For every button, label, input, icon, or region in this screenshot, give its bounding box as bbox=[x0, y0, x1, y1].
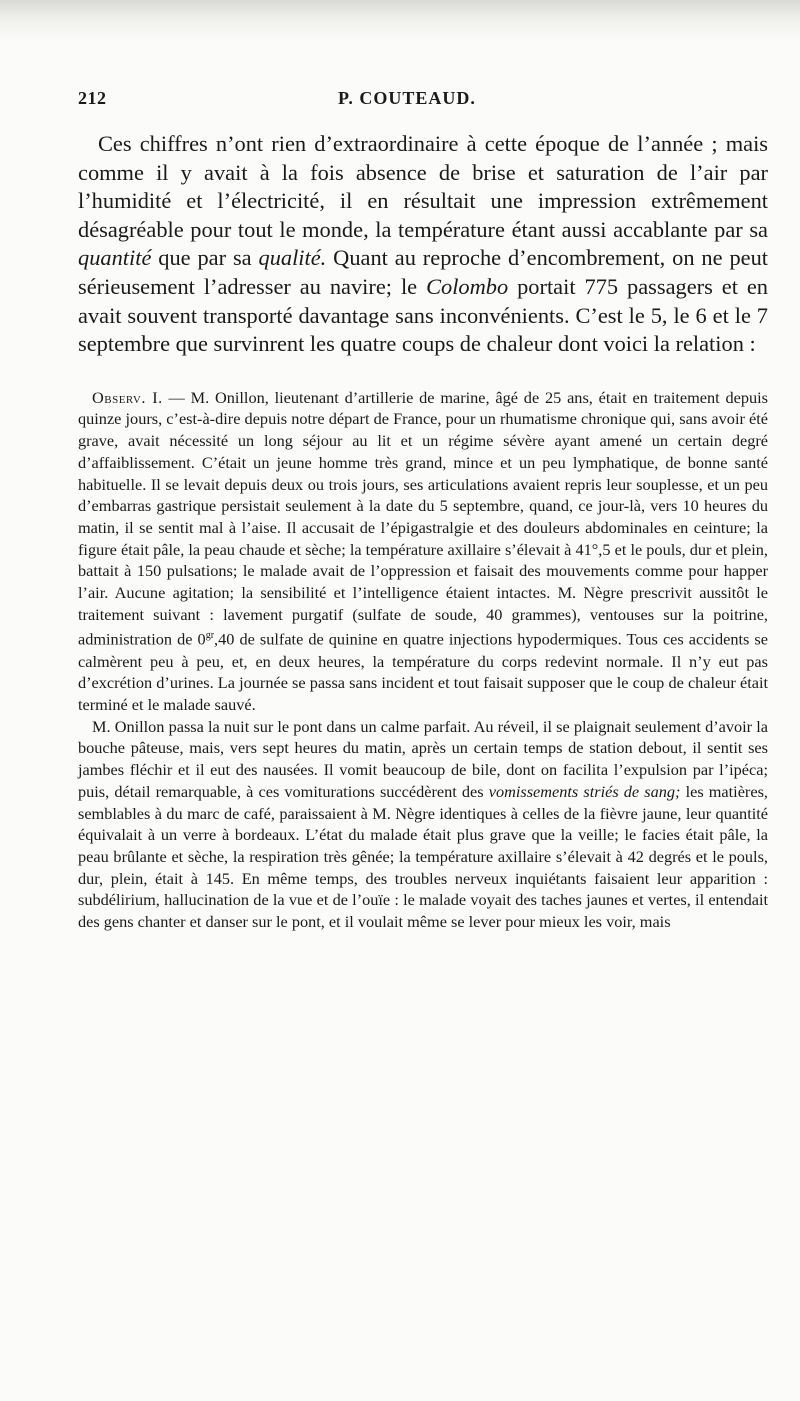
page-number: 212 bbox=[78, 88, 107, 108]
second-text-2: les matières, semblables à du marc de café, paraissaient à M. Nègre identiques à celles de la fièvre jaune, leur quantité équivalait à un verre à bordeaux. L’état du malade était plus grave que la veille; le facies était pâle, la peau brûlante et sèche, la respiration très gênée; la température axillaire s’élevait à 42 degrés et le pouls, dur, plein, était à 145. En même temps, des troubles nerveux inquiétants faisaient leur apparition : subdélirium, hallucination de la vue et de l’ouïe : le malade voyait des taches jaunes et vertes, il entendait des gens chanter et danser sur le pont, et il voulait même se lever pour mieux les voir, mais bbox=[78, 781, 768, 932]
observation-superscript-gr: gr bbox=[205, 630, 215, 642]
lead-italic-colombo: Colombo bbox=[426, 273, 509, 299]
lead-italic-quantite: quantité bbox=[78, 245, 152, 271]
observation-text: — M. Onillon, lieutenant d’artillerie de marine, âgé de 25 ans, était en traitement depuis quinze jours, c’est-à-dire depuis notre départ de France, pour un rhumatisme chronique qui, sans avoir été grave, avait nécessité un long séjour au lit et un régime sévère ayant amené un certain degré d’affaiblissement. C’était un jeune homme très grand, mince et un peu lymphatique, de bonne santé habituelle. Il se levait depuis deux ou trois jours, ses articulations avaient repris leur souplesse, et un peu d’embarras gastrique persistait seulement à la date du 5 septembre, quand, ce jour-là, vers 10 heures du matin, il se sentit mal à l’aise. Il accusait de l’épigastralgie et des douleurs abdominales en ceinture; la figure était pâle, la peau chaude et sèche; la température axillaire s’élevait à 41°,5 et le pouls, dur et plein, battait à 150 pulsations; le malade avait de l’oppression et faisait des mouvements comme pour happer l’air. Aucune agitation; la sensibilité et l’intelligence étaient intactes. M. Nègre prescrivit aussitôt le traitement suivant : lavement purgatif (sulfate de soude, 40 grammes), ventouses sur la poitrine, administration de 0 bbox=[78, 387, 769, 649]
lead-text-3: Quant au reproche d’encombrement, on ne peut sérieusement l’adresser au navire; le bbox=[78, 245, 768, 299]
book-page bbox=[78, 88, 768, 933]
running-title: P. COUTEAUD. bbox=[338, 88, 476, 108]
second-text-1: M. Onillon passa la nuit sur le pont dans un calme parfait. Au réveil, il se plaignait seulement d’avoir la bouche pâteuse, mais, vers sept heures du matin, après un certain temps de station debout, il sentit ses jambes fléchir et il eut des nausées. Il vomit beaucoup de bile, dont on facilita l’expulsion par l’ipéca; puis, détail remarquable, à ces vomiturations succédèrent des bbox=[78, 716, 768, 801]
lead-italic-qualite: qualité. bbox=[258, 245, 327, 271]
page-header bbox=[78, 88, 768, 120]
scan-edge-shadow bbox=[0, 0, 800, 40]
observation-1-paragraph bbox=[78, 387, 768, 716]
second-paragraph bbox=[78, 716, 768, 933]
lead-text-2: que par sa bbox=[151, 245, 259, 271]
lead-text-1: Ces chiffres n’ont rien d’extraordinaire à cette époque de l’année ; mais comme il y avait à la fois absence de brise et saturation de l’air par l’humidité et l’électricité, il en résultait une impression extrêmement désagréable pour tout le monde, la température étant aussi accablante par sa bbox=[78, 131, 768, 242]
observation-label: Observ. I. bbox=[92, 387, 163, 407]
lead-paragraph bbox=[78, 130, 768, 359]
second-italic-vomissements: vomissements striés de sang; bbox=[488, 781, 681, 801]
observation-text-2: ,40 de sulfate de quinine en quatre injections hypodermiques. Tous ces accidents se calmèrent peu à peu, et, en deux heures, la température du corps redevint normale. Il n’y eut pas d’excrétion d’urines. La journée se passa sans incident et tout faisait supposer que le coup de chaleur était terminé et le malade sauvé. bbox=[78, 629, 768, 715]
lead-text-4: portait 775 passagers et en avait souvent transporté davantage sans inconvénients. C’est le 5, le 6 et le 7 septembre que survinrent les quatre coups de chaleur dont voici la relation : bbox=[78, 273, 768, 357]
